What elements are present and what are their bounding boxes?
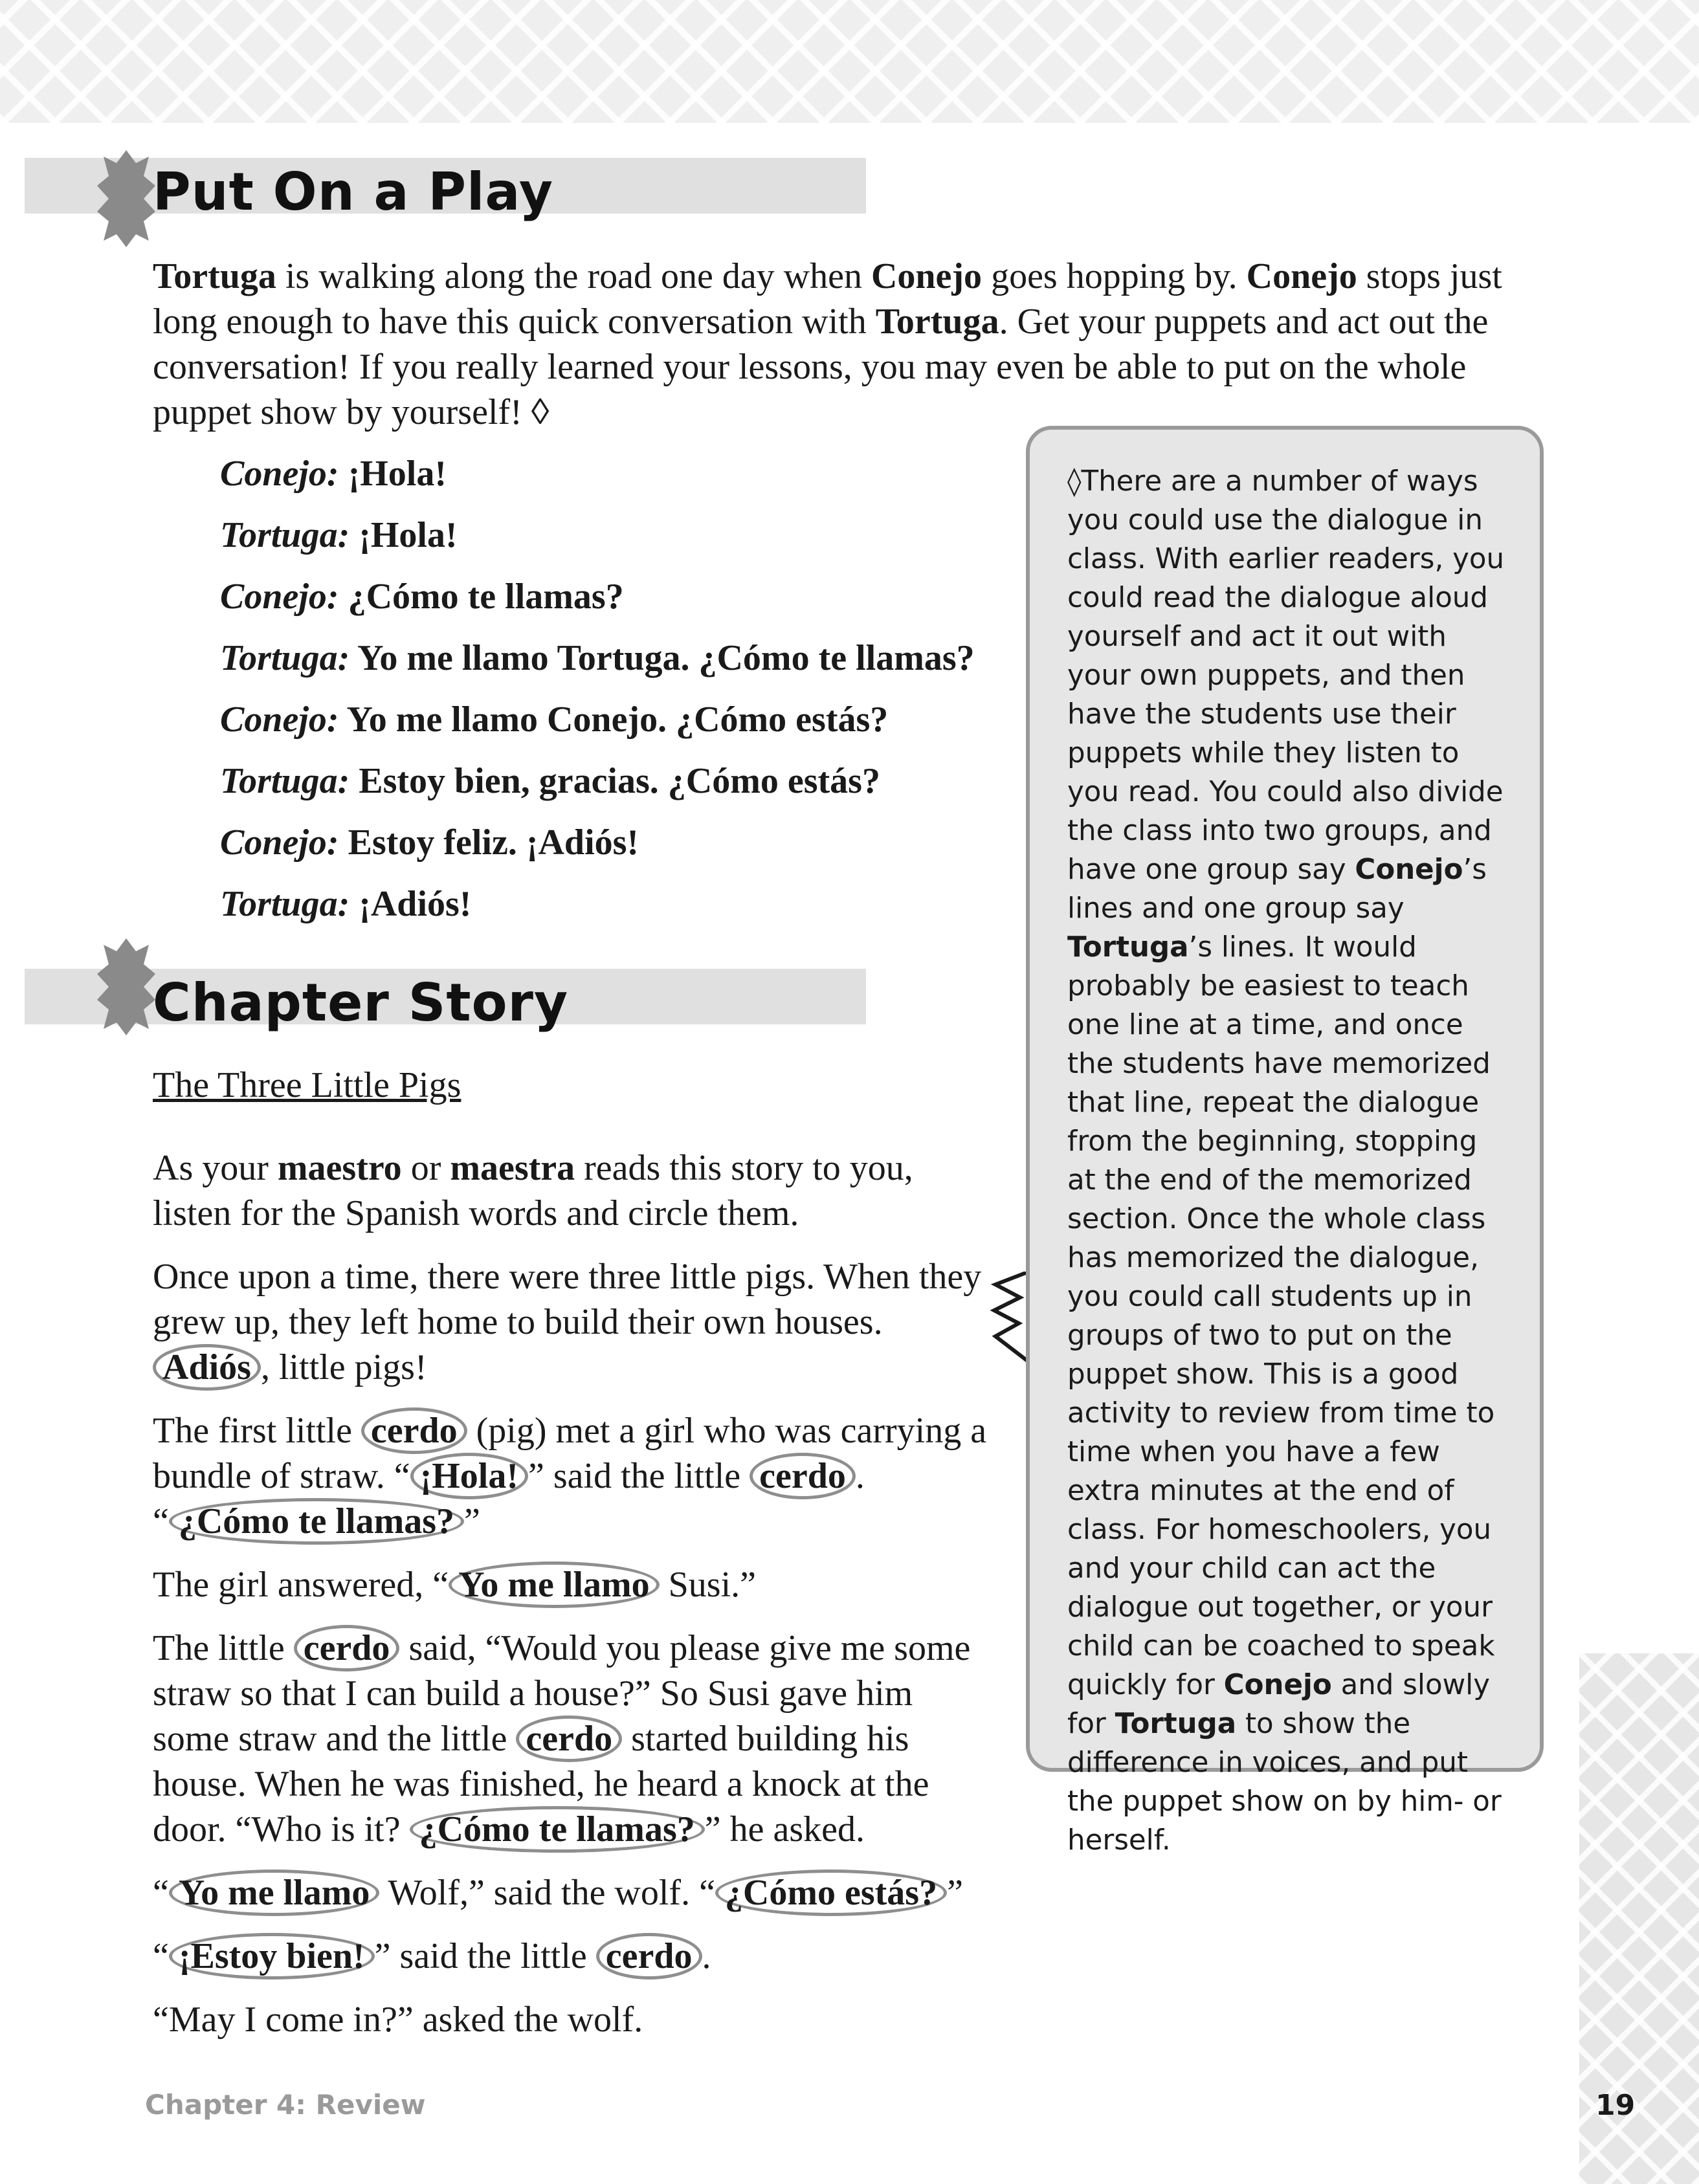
dialogue-line (220, 513, 458, 558)
section-marker-icon (97, 150, 155, 247)
circled-spanish-word: ¡Estoy bien! (169, 1933, 375, 1980)
intro-text: Conejo (871, 256, 983, 296)
story-text: . “ (153, 1456, 865, 1541)
intro-text: Tortuga (153, 256, 276, 296)
story-text: Wolf,” said the wolf. “ (379, 1873, 715, 1913)
story-text: started building his house. When he was finished, he heard a knock at the door. “Who is it? (153, 1719, 929, 1849)
intro-text: is walking along the road one day when (276, 256, 871, 296)
circled-spanish-word: cerdo (750, 1453, 856, 1499)
section-title-chapter-story: Chapter Story (153, 973, 569, 1033)
dialogue-text: Estoy feliz. ¡Adiós! (339, 822, 639, 863)
story-text: Once upon a time, there were three little pigs. When they grew up, they left home to build their own houses. (153, 1257, 982, 1342)
top-decorative-band (0, 0, 1699, 123)
intro-paragraph (153, 254, 1538, 435)
story-text: maestra (450, 1148, 575, 1188)
circled-spanish-word: ¡Hola! (410, 1453, 528, 1499)
circled-spanish-word: Yo me llamo (449, 1561, 660, 1608)
teacher-note-text (1067, 462, 1514, 1860)
dialogue-text: ¿Cómo te llamas? (339, 577, 624, 617)
story-text: said, “Would you please give me some straw so that I can build a house?” So Susi gave him some straw and the little (153, 1628, 971, 1759)
story-text: As your (153, 1148, 278, 1188)
story-paragraph (153, 1145, 994, 1236)
story-paragraph (153, 1562, 994, 1607)
dialogue-speaker: Tortuga: (220, 761, 350, 801)
dialogue-line (220, 451, 447, 496)
circled-spanish-word: ¿Cómo te llamas? (169, 1498, 464, 1545)
dialogue-line (220, 574, 624, 619)
dialogue-line (220, 635, 975, 681)
circled-spanish-word: ¿Cómo estás? (715, 1870, 947, 1916)
intro-text: goes hopping by. (982, 256, 1247, 296)
story-text: “ (153, 1873, 169, 1913)
dialogue-text: ¡Hola! (339, 454, 447, 494)
story-text: , little pigs! (260, 1347, 427, 1387)
footer-chapter-label: Chapter 4: Review (145, 2089, 426, 2121)
circled-spanish-word: cerdo (294, 1625, 400, 1671)
dialogue-speaker: Conejo: (220, 454, 339, 494)
dialogue-line (220, 881, 471, 927)
dialogue-speaker: Tortuga: (220, 515, 350, 555)
story-text: The first little (153, 1411, 361, 1451)
circled-spanish-word: cerdo (516, 1715, 622, 1762)
note-text: and slowly for (1067, 1669, 1491, 1740)
story-paragraph (153, 1626, 994, 1852)
dialogue-speaker: Conejo: (220, 700, 339, 740)
dialogue-line (220, 697, 888, 742)
story-text: ” said the little (374, 1936, 596, 1976)
story-text: maestro (277, 1148, 402, 1188)
dialogue-line (220, 820, 639, 865)
story-paragraph: “May I come in?” asked the wolf. (153, 2000, 643, 2040)
note-text: Conejo (1223, 1669, 1332, 1701)
note-text: ◊There are a number of ways you could use the dialogue in class. With earlier readers, you could read the dialogue aloud yourself and act it out with your own puppets, and then have the students use their puppets while they listen to you read. You could also divide the class into two groups, and have one group say (1067, 465, 1505, 886)
dialogue-text: Yo me llamo Conejo. ¿Cómo estás? (339, 700, 889, 740)
intro-text: Tortuga (875, 302, 999, 342)
dialogue-text: ¡Hola! (350, 515, 458, 555)
dialogue-speaker: Tortuga: (220, 638, 350, 678)
story-text: Susi.” (659, 1565, 757, 1605)
circled-spanish-word: ¿Cómo te llamas? (410, 1806, 705, 1853)
note-text: to show the difference in voices, and put the puppet show on by him- or herself. (1067, 1708, 1502, 1857)
story-text: The girl answered, “ (153, 1565, 449, 1605)
intro-text: stops just long enough to have this quick conversation with (153, 256, 1502, 342)
note-text: Tortuga (1115, 1708, 1237, 1740)
section-marker-icon (97, 938, 155, 1035)
story-paragraph (153, 1934, 994, 1979)
dialogue-speaker: Tortuga: (220, 884, 350, 924)
intro-text: Conejo (1246, 256, 1357, 296)
dialogue-text: Estoy bien, gracias. ¿Cómo estás? (350, 761, 880, 801)
story-text: ” (464, 1501, 480, 1541)
circled-spanish-word: Adiós (153, 1344, 261, 1391)
note-text: ’s lines. It would probably be easiest to teach one line at a time, and once the students have memorized that line, repeat the dialogue from the beginning, stopping at the end of the memorized section. Once the whole class has memorized the dialogue, you could call students up in groups of two to put on the puppet show. This is a good activity to review from time to time when you have a few extra minutes at the end of class. For homeschoolers, you and your child can act the dialogue out together, or your child can be coached to speak quickly for (1067, 931, 1495, 1701)
intro-text: . Get your puppets and act out the conversation! If you really learned your lessons, you may even be able to put on the whole puppet show by yourself! ◊ (153, 302, 1489, 432)
note-text: Tortuga (1067, 931, 1189, 964)
dialogue-text: ¡Adiós! (350, 884, 472, 924)
story-title: The Three Little Pigs (153, 1065, 461, 1105)
story-text: ” he asked. (704, 1809, 865, 1849)
circled-spanish-word: cerdo (596, 1933, 702, 1980)
note-text: ’s lines and one group say (1067, 854, 1487, 925)
dialogue-speaker: Conejo: (220, 577, 339, 617)
dialogue-line (220, 758, 880, 804)
story-text: . (702, 1936, 711, 1976)
story-text: The little (153, 1628, 294, 1668)
section-title-put-on-a-play: Put On a Play (153, 162, 554, 222)
circled-spanish-word: Yo me llamo (169, 1870, 380, 1916)
dialogue-text: Yo me llamo Tortuga. ¿Cómo te llamas? (350, 638, 975, 678)
story-body (153, 1145, 994, 2042)
note-text: Conejo (1355, 854, 1463, 886)
dialogue-speaker: Conejo: (220, 822, 339, 863)
story-paragraph (153, 1408, 994, 1544)
story-text: ” (947, 1873, 963, 1913)
story-text: (pig) met a girl who was carrying a bundle of straw. “ (153, 1411, 987, 1496)
story-text: reads this story to you, listen for the Spanish words and circle them. (153, 1148, 913, 1233)
story-text: “ (153, 1936, 169, 1976)
teacher-note-box (1026, 426, 1544, 1857)
circled-spanish-word: cerdo (361, 1407, 467, 1454)
page-number: 19 (1595, 2089, 1636, 2122)
story-text: ” said the little (528, 1456, 750, 1496)
story-text: or (401, 1148, 450, 1188)
story-paragraph (153, 1254, 994, 1390)
story-paragraph (153, 1870, 994, 1915)
